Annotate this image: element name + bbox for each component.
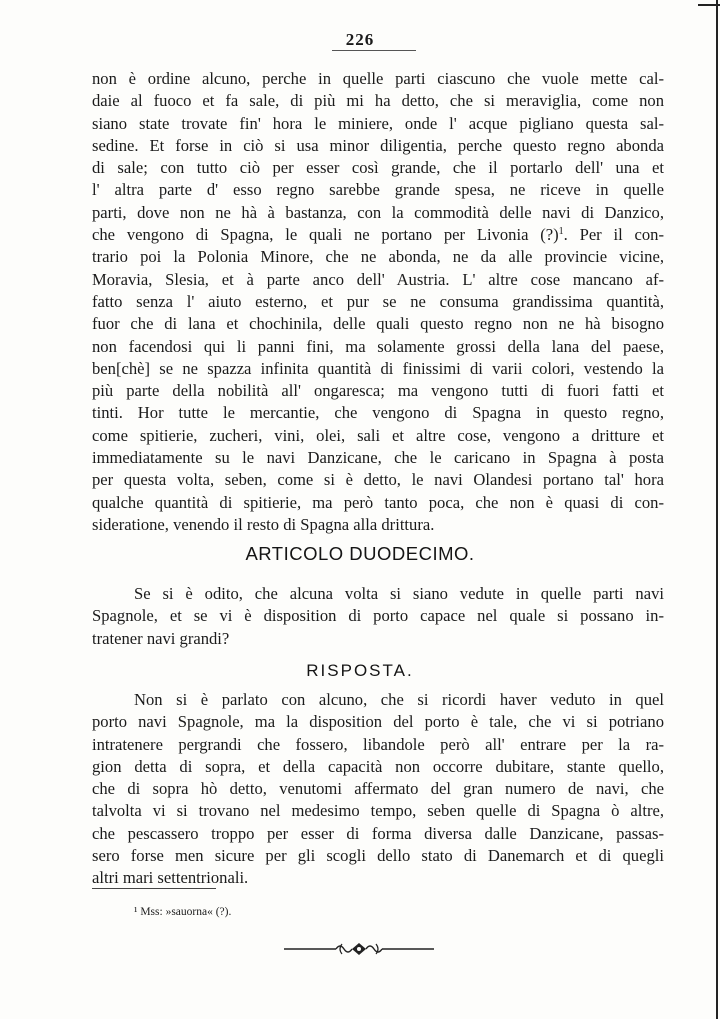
text-line: sideratione, venendo il resto di Spagna alla drittura.: [92, 514, 435, 534]
question-paragraph: [92, 583, 664, 650]
text-line: tratener navi grandi?: [92, 628, 230, 648]
text-line: gion detta di sopra, et della capacità non occorre dubitare, stante quello,: [92, 756, 664, 776]
footnote-rule: [92, 888, 216, 889]
header-rule: [332, 50, 416, 51]
end-ornament-icon: [284, 940, 434, 958]
text-line: sedine. Et forse in ciò si usa minor diligentia, perche questo regno abonda: [92, 135, 664, 155]
text-line: non è ordine alcuno, perche in quelle parti ciascuno che vuole mette cal-: [92, 69, 664, 88]
text-line: come spitierie, zucheri, vini, olei, sali et altre cose, vengono a dritture et: [92, 425, 664, 445]
text-line: di sale; con tutto ciò per esser così grande, che il portarlo dell' una et: [92, 158, 664, 178]
text-line: Se si è odito, che alcuna volta si siano vedute in quelle parti navi: [134, 584, 664, 603]
text-line: intratenere pergrandi che fossero, libandole però all' entrare per la ra-: [92, 734, 664, 754]
text-line: non facendosi qui li panni fini, ma solamente grossi della lana del paese,: [92, 336, 664, 356]
article-heading: ARTICOLO DUODECIMO.: [245, 543, 475, 564]
text-line: siano state trovate fin' hora le miniere, onde l' acque pigliano questa sal-: [92, 113, 664, 133]
text-line: fatto senza l' aiuto esterno, et pur se ne consuma grandissima quantità,: [92, 291, 664, 311]
scan-edge-line: [716, 0, 718, 1019]
text-line: ben[chè] se ne spazza infinita quantità di finissimi di varii colori, vestendo la: [92, 358, 664, 378]
text-line: tinti. Hor tutte le mercantie, che vengono di Spagna in questo regno,: [92, 403, 664, 423]
text-line: l' altra parte d' esso regno sarebbe grande spesa, ne riceve in quelle: [92, 180, 664, 200]
answer-paragraph: [92, 689, 664, 890]
answer-heading: RISPOSTA.: [306, 661, 414, 680]
scan-corner-mark: [698, 4, 720, 6]
text-line: Spagnole, et se vi è disposition di porto capace nel quale si possano in-: [92, 606, 664, 626]
text-line: daie al fuoco et fa sale, di più mi ha detto, che si meraviglia, come non: [92, 91, 664, 111]
footnote-marker: 1: [558, 226, 564, 238]
text-line: porto navi Spagnole, ma la disposition del porto è tale, che vi si potriano: [92, 712, 664, 732]
text-line: per questa volta, seben, come si è detto, le navi Olandesi portano tal' hora: [92, 470, 664, 490]
text-line: che vengono di Spagna, le quali ne portano per Livonia (?)$^1$. Per il con-: [92, 225, 664, 245]
text-line: altri mari settentrionali.: [92, 868, 249, 888]
text-line: fuor che di lana et chochinila, delle quali questo regno non ne hà bisogno: [92, 314, 664, 334]
footnote: ¹ Mss: »sauorna« (?).: [134, 906, 232, 918]
text-line: qualche quantità di spitierie, ma però tanto poca, che non è quasi di con-: [92, 492, 664, 512]
page-number: 226: [345, 30, 375, 49]
text-line: Moravia, Slesia, et à parte anco dell' Austria. L' altre cose mancano af-: [92, 269, 664, 289]
text-line: che di sopra hò detto, venutomi affermato del gran numero de navi, che: [92, 779, 664, 799]
paragraph-continuation: [92, 68, 664, 536]
text-line: parti, dove non ne hà à bastanza, con la commodità delle navi di Danzico,: [92, 202, 664, 222]
text-line: talvolta vi si trovano nel medesimo tempo, seben quelle di Spagna ò altre,: [92, 801, 664, 821]
text-line: immediatamente su le navi Danzicane, che le caricano in Spagna à posta: [92, 448, 664, 468]
text-line: Non si è parlato con alcuno, che si ricordi haver veduto in quel: [134, 690, 664, 709]
text-line: trario poi la Polonia Minore, che ne abonda, ne da alle provincie vicine,: [92, 247, 664, 267]
text-line: sero forse men sicure per gli scogli dello stato di Danemarch et di quegli: [92, 846, 664, 866]
text-line: più parte della nobilità all' ongaresca; ma vengono tutti di fuori fatti et: [92, 381, 664, 401]
text-line: che pescassero troppo per esser di forma diversa dalle Danzicane, passas-: [92, 823, 664, 843]
